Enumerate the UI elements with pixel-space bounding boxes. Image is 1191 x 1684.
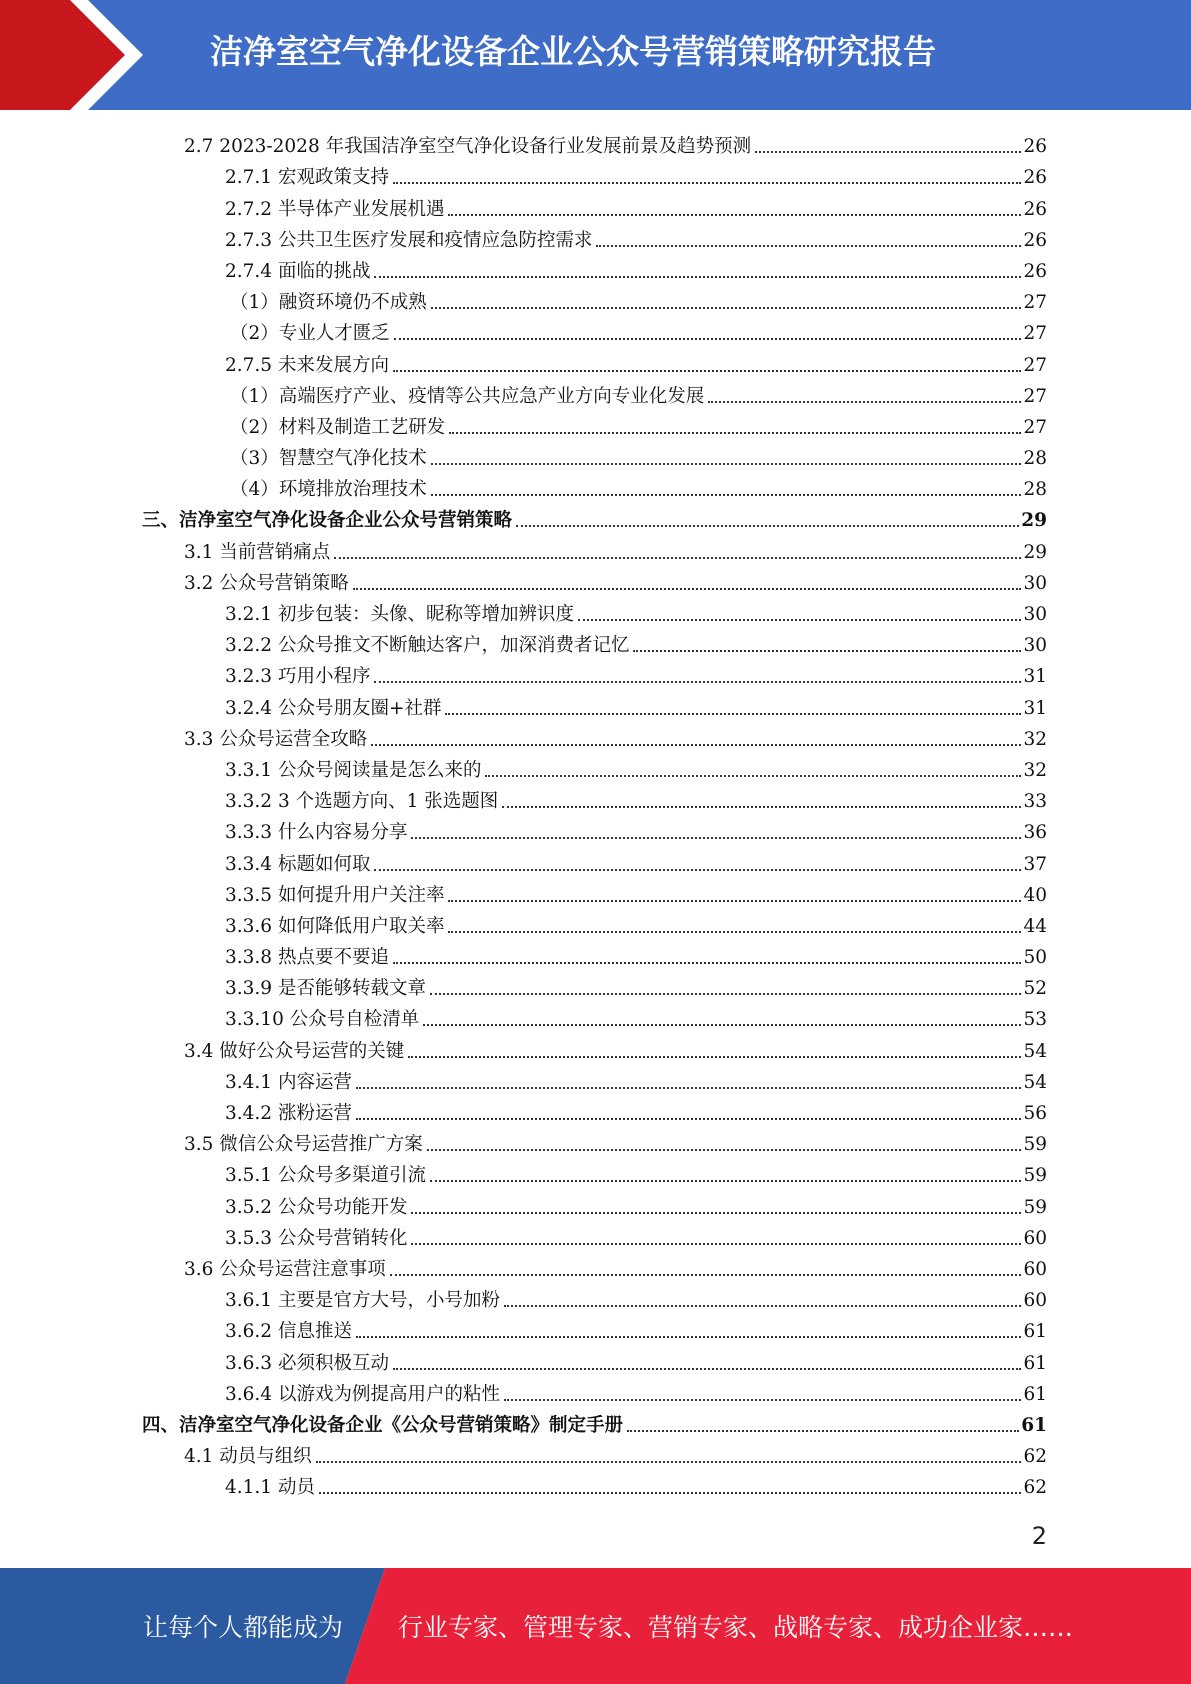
toc-entry-title: 3.3 公众号运营全攻略	[184, 728, 368, 750]
toc-entry-title: 3.6 公众号运营注意事项	[184, 1258, 386, 1280]
toc-entry[interactable]	[0, 1282, 1191, 1313]
toc-entry-page: 28	[1023, 479, 1047, 501]
toc-dot-leader	[485, 774, 1021, 777]
toc-entry-title: 2.7.5 未来发展方向	[225, 354, 389, 376]
toc-dot-leader	[411, 1211, 1021, 1214]
toc-entry-title: 3.5.1 公众号多渠道引流	[225, 1165, 426, 1187]
toc-dot-leader	[356, 1117, 1022, 1120]
toc-entry-page: 56	[1023, 1103, 1047, 1124]
toc-dot-leader	[596, 244, 1021, 247]
toc-dot-leader	[353, 587, 1022, 590]
toc-entry-page: 27	[1023, 323, 1047, 345]
toc-entry-title: 3.6.3 必须积极互动	[225, 1352, 389, 1374]
toc-entry[interactable]	[0, 658, 1191, 689]
toc-entry-page: 27	[1023, 416, 1047, 438]
toc-entry-page: 29	[1023, 541, 1047, 563]
toc-dot-leader	[633, 649, 1021, 652]
toc-entry[interactable]	[0, 845, 1191, 876]
toc-entry-title: 3.3.9 是否能够转载文章	[225, 978, 426, 1000]
toc-entry[interactable]	[0, 1157, 1191, 1188]
toc-entry[interactable]	[0, 1344, 1191, 1375]
table-of-contents	[0, 128, 1191, 1500]
toc-entry[interactable]	[0, 440, 1191, 471]
toc-dot-leader	[502, 805, 1021, 808]
toc-entry-page: 59	[1023, 1196, 1047, 1218]
toc-entry-page: 37	[1023, 853, 1047, 875]
toc-dot-leader	[411, 836, 1021, 839]
toc-entry[interactable]	[0, 1095, 1191, 1126]
toc-entry[interactable]	[0, 627, 1191, 658]
toc-entry-title: 3.3.6 如何降低用户取关率	[225, 915, 445, 937]
toc-entry-page: 50	[1023, 947, 1047, 969]
toc-entry[interactable]	[0, 721, 1191, 752]
toc-dot-leader	[393, 961, 1021, 964]
toc-entry-title: （1）融资环境仍不成熟	[230, 292, 427, 314]
toc-entry[interactable]	[0, 1407, 1191, 1438]
toc-dot-leader	[504, 1304, 1021, 1307]
toc-entry-title: 3.3.1 公众号阅读量是怎么来的	[225, 759, 482, 781]
toc-entry-title: 3.2.2 公众号推文不断触达客户，加深消费者记忆	[225, 635, 630, 657]
toc-entry[interactable]	[0, 877, 1191, 908]
toc-dot-leader	[393, 1367, 1021, 1370]
toc-entry[interactable]	[0, 190, 1191, 221]
toc-entry-page: 61	[1023, 1383, 1047, 1405]
toc-entry-title: 三、洁净室空气净化设备企业公众号营销策略	[142, 510, 513, 532]
toc-entry-title: 3.3.4 标题如何取	[225, 853, 371, 875]
toc-entry-title: 3.4.1 内容运营	[225, 1071, 352, 1093]
toc-dot-leader	[516, 524, 1019, 527]
toc-entry-page: 59	[1023, 1134, 1047, 1156]
toc-entry-page: 30	[1023, 572, 1047, 594]
toc-entry-page: 26	[1023, 198, 1047, 220]
toc-entry-title: 3.6.4 以游戏为例提高用户的粘性	[225, 1383, 500, 1405]
toc-entry-title: 2.7 2023-2028 年我国洁净室空气净化设备行业发展前景及趋势预测	[184, 136, 752, 158]
toc-entry-page: 62	[1023, 1477, 1047, 1499]
toc-dot-leader	[374, 868, 1021, 871]
toc-entry-title: 2.7.4 面临的挑战	[225, 260, 371, 282]
toc-entry[interactable]	[0, 471, 1191, 502]
toc-entry-title: 2.7.1 宏观政策支持	[225, 167, 389, 189]
toc-entry-page: 60	[1023, 1290, 1047, 1312]
toc-dot-leader	[356, 1335, 1022, 1338]
toc-entry[interactable]	[0, 1188, 1191, 1219]
toc-entry-page: 40	[1023, 884, 1047, 906]
toc-entry-page: 61	[1021, 1414, 1047, 1436]
toc-entry-title: 3.3.2 3 个选题方向、1 张选题图	[225, 791, 499, 813]
toc-dot-leader	[394, 337, 1022, 340]
toc-dot-leader	[374, 275, 1021, 278]
toc-dot-leader	[448, 930, 1021, 933]
toc-entry-title: 3.3.3 什么内容易分享	[225, 822, 408, 844]
toc-entry[interactable]	[0, 346, 1191, 377]
toc-entry[interactable]	[0, 253, 1191, 284]
toc-dot-leader	[431, 462, 1022, 465]
toc-entry-page: 28	[1023, 448, 1047, 470]
toc-entry-page: 54	[1023, 1040, 1047, 1062]
toc-entry[interactable]	[0, 1438, 1191, 1469]
toc-entry[interactable]	[0, 409, 1191, 440]
toc-dot-leader	[708, 400, 1021, 403]
toc-dot-leader	[430, 1179, 1021, 1182]
toc-entry[interactable]	[0, 1313, 1191, 1344]
toc-dot-leader	[334, 556, 1021, 559]
toc-entry[interactable]	[0, 502, 1191, 533]
toc-entry-page: 26	[1023, 167, 1047, 189]
toc-entry-page: 30	[1023, 635, 1047, 657]
toc-entry[interactable]	[0, 1032, 1191, 1063]
footer-slogan-left: 让每个人都能成为	[143, 1613, 344, 1642]
toc-entry-page: 27	[1023, 354, 1047, 376]
toc-dot-leader	[356, 1086, 1022, 1089]
toc-entry-title: 3.6.2 信息推送	[225, 1321, 352, 1343]
toc-dot-leader	[411, 1242, 1021, 1245]
toc-entry-title: 3.5.3 公众号营销转化	[225, 1227, 408, 1249]
toc-entry[interactable]	[0, 1126, 1191, 1157]
toc-entry-page: 52	[1023, 978, 1047, 1000]
toc-dot-leader	[448, 213, 1021, 216]
toc-entry[interactable]	[0, 159, 1191, 190]
toc-dot-leader	[578, 618, 1021, 621]
toc-entry-title: 4.1 动员与组织	[184, 1446, 312, 1468]
toc-entry-title: （3）智慧空气净化技术	[230, 448, 427, 470]
toc-dot-leader	[393, 369, 1021, 372]
toc-dot-leader	[627, 1429, 1019, 1432]
toc-dot-leader	[408, 1055, 1021, 1058]
toc-dot-leader	[430, 992, 1021, 995]
toc-dot-leader	[431, 493, 1022, 496]
page-footer	[0, 1568, 1191, 1684]
toc-entry[interactable]	[0, 1001, 1191, 1032]
toc-entry-title: 3.3.10 公众号自检清单	[225, 1009, 420, 1031]
toc-entry-page: 32	[1023, 728, 1047, 750]
toc-entry-page: 54	[1023, 1071, 1047, 1093]
toc-entry-page: 29	[1021, 510, 1047, 532]
toc-entry[interactable]	[0, 1251, 1191, 1282]
toc-entry-title: （1）高端医疗产业、疫情等公共应急产业方向专业化发展	[230, 385, 705, 407]
toc-dot-leader	[316, 1460, 1022, 1463]
toc-entry[interactable]	[0, 814, 1191, 845]
toc-entry-page: 44	[1023, 915, 1047, 937]
toc-dot-leader	[504, 1398, 1021, 1401]
toc-dot-leader	[319, 1491, 1022, 1494]
toc-dot-leader	[755, 150, 1021, 153]
toc-entry-title: 3.1 当前营销痛点	[184, 541, 331, 563]
toc-entry-page: 53	[1023, 1009, 1047, 1031]
toc-entry-page: 60	[1023, 1258, 1047, 1280]
toc-entry-title: 3.4.2 涨粉运营	[225, 1103, 352, 1124]
toc-entry-page: 27	[1023, 292, 1047, 314]
toc-entry-title: 3.2.1 初步包装：头像、昵称等增加辨识度	[225, 604, 574, 625]
footer-slogan-right: 行业专家、管理专家、营销专家、战略专家、成功企业家……	[398, 1613, 1074, 1642]
toc-entry[interactable]	[0, 533, 1191, 564]
toc-entry[interactable]	[0, 752, 1191, 783]
toc-entry-page: 27	[1023, 385, 1047, 407]
toc-entry[interactable]	[0, 565, 1191, 596]
toc-entry-page: 26	[1023, 260, 1047, 282]
toc-entry-page: 36	[1023, 822, 1047, 844]
toc-dot-leader	[445, 712, 1021, 715]
toc-entry-page: 60	[1023, 1227, 1047, 1249]
toc-entry-page: 32	[1023, 759, 1047, 781]
toc-entry-page: 31	[1023, 697, 1047, 719]
toc-entry-title: （4）环境排放治理技术	[230, 479, 427, 501]
toc-dot-leader	[431, 306, 1022, 309]
toc-entry[interactable]	[0, 596, 1191, 627]
toc-entry-page: 33	[1023, 791, 1047, 813]
toc-entry-title: （2）材料及制造工艺研发	[230, 416, 446, 438]
toc-entry-title: 3.5.2 公众号功能开发	[225, 1196, 408, 1218]
toc-dot-leader	[449, 431, 1021, 434]
toc-entry-title: 2.7.2 半导体产业发展机遇	[225, 198, 445, 220]
toc-dot-leader	[393, 181, 1021, 184]
toc-entry-page: 26	[1023, 229, 1047, 251]
toc-entry[interactable]	[0, 315, 1191, 346]
toc-entry-title: 3.2 公众号营销策略	[184, 572, 349, 594]
toc-entry-page: 30	[1023, 604, 1047, 625]
toc-entry-title: 3.3.5 如何提升用户关注率	[225, 884, 445, 906]
toc-entry-title: 4.1.1 动员	[225, 1477, 315, 1499]
toc-entry[interactable]	[0, 1469, 1191, 1500]
toc-entry-title: 3.4 做好公众号运营的关键	[184, 1040, 405, 1062]
toc-dot-leader	[427, 1148, 1022, 1151]
page-number: 2	[1031, 1522, 1047, 1550]
toc-entry[interactable]	[0, 1220, 1191, 1251]
toc-entry[interactable]	[0, 222, 1191, 253]
report-title: 洁净室空气净化设备企业公众号营销策略研究报告	[210, 32, 936, 71]
toc-entry[interactable]	[0, 284, 1191, 315]
toc-dot-leader	[390, 1273, 1022, 1276]
toc-entry[interactable]	[0, 128, 1191, 159]
toc-entry-page: 61	[1023, 1321, 1047, 1343]
toc-entry-title: 3.5 微信公众号运营推广方案	[184, 1134, 423, 1156]
toc-entry[interactable]	[0, 689, 1191, 720]
toc-entry-page: 26	[1023, 136, 1047, 158]
toc-dot-leader	[423, 1023, 1021, 1026]
toc-entry-page: 31	[1023, 666, 1047, 688]
toc-entry[interactable]	[0, 939, 1191, 970]
toc-dot-leader	[448, 899, 1021, 902]
toc-entry-title: 3.3.8 热点要不要追	[225, 947, 389, 969]
toc-entry[interactable]	[0, 378, 1191, 409]
toc-dot-leader	[371, 743, 1021, 746]
page-header	[0, 0, 1191, 110]
toc-entry-title: 3.2.3 巧用小程序	[225, 666, 371, 688]
toc-entry-title: 3.2.4 公众号朋友圈+社群	[225, 697, 442, 719]
toc-dot-leader	[374, 680, 1021, 683]
toc-entry[interactable]	[0, 783, 1191, 814]
toc-entry-page: 62	[1023, 1446, 1047, 1468]
toc-entry-title: 四、洁净室空气净化设备企业《公众号营销策略》制定手册	[142, 1414, 624, 1436]
toc-entry-title: （2）专业人才匮乏	[230, 323, 390, 345]
toc-entry[interactable]	[0, 908, 1191, 939]
toc-entry-page: 61	[1023, 1352, 1047, 1374]
toc-entry[interactable]	[0, 1064, 1191, 1095]
toc-entry[interactable]	[0, 970, 1191, 1001]
toc-entry-title: 3.6.1 主要是官方大号，小号加粉	[225, 1290, 500, 1312]
toc-entry-page: 59	[1023, 1165, 1047, 1187]
toc-entry-title: 2.7.3 公共卫生医疗发展和疫情应急防控需求	[225, 229, 593, 251]
toc-entry[interactable]	[0, 1376, 1191, 1407]
